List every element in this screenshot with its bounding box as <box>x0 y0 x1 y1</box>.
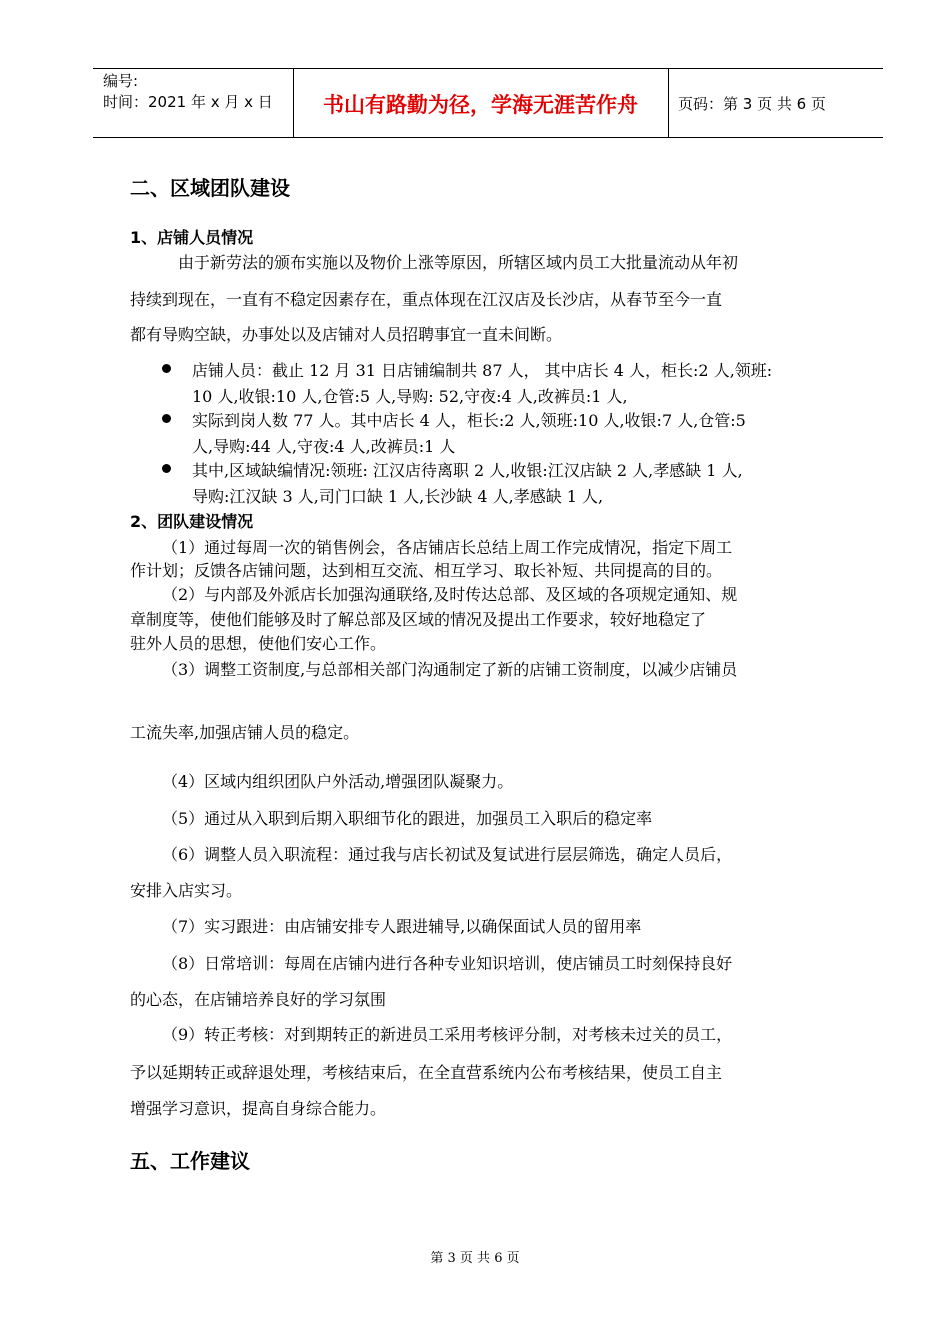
paragraph-line: 的心态，在店铺培养良好的学习氛围 <box>130 990 387 1009</box>
page-header <box>93 68 883 138</box>
bullet-line: 人,导购:44 人,守夜:4 人,改裤员:1 人 <box>192 437 456 456</box>
paragraph-line: 工流失率,加强店铺人员的稳定。 <box>130 723 360 742</box>
paragraph-line: 增强学习意识，提高自身综合能力。 <box>130 1099 387 1118</box>
bullet-line: 实际到岗人数 77 人。其中店长 4 人，柜长:2 人,领班:10 人,收银:7 人,仓管:5 <box>192 411 746 430</box>
bullet-dot <box>162 364 171 373</box>
subsection-title: 2、团队建设情况 <box>130 512 254 531</box>
bullet-dot <box>162 464 171 473</box>
paragraph-line: （4）区域内组织团队户外活动,增强团队凝聚力。 <box>162 772 514 791</box>
subsection-title: 1、店铺人员情况 <box>130 228 254 247</box>
paragraph-line: （9）转正考核：对到期转正的新进员工采用考核评分制，对考核未过关的员工， <box>162 1025 733 1044</box>
paragraph-line: 持续到现在，一直有不稳定因素存在，重点体现在江汉店及长沙店，从春节至今一直 <box>130 290 723 309</box>
section-title: 五、工作建议 <box>130 1149 250 1173</box>
paragraph-line: （7）实习跟进：由店铺安排专人跟进辅导,以确保面试人员的留用率 <box>162 917 642 936</box>
paragraph-line: 予以延期转正或辞退处理，考核结束后，在全直营系统内公布考核结果，使员工自主 <box>130 1063 723 1082</box>
paragraph-line: 安排入店实习。 <box>130 881 243 900</box>
paragraph-line: 都有导购空缺，办事处以及店铺对人员招聘事宜一直未间断。 <box>130 325 563 344</box>
paragraph-line: 由于新劳法的颁布实施以及物价上涨等原因，所辖区域内员工大批量流动从年初 <box>178 253 739 272</box>
doc-time-label: 时间：2021 年 x 月 x 日 <box>103 93 273 111</box>
paragraph-line: 作计划；反馈各店铺问题，达到相互交流、相互学习、取长补短、共同提高的目的。 <box>130 561 723 580</box>
paragraph-line: （8）日常培训：每周在店铺内进行各种专业知识培训，使店铺员工时刻保持良好 <box>162 954 733 973</box>
paragraph-line: （3）调整工资制度,与总部相关部门沟通制定了新的店铺工资制度，以减少店铺员 <box>162 660 738 679</box>
paragraph-line: （1）通过每周一次的销售例会，各店铺店长总结上周工作完成情况，指定下周工 <box>162 538 733 557</box>
bullet-line: 店铺人员：截止 12 月 31 日店铺编制共 87 人， 其中店长 4 人，柜长:2 人,领班: <box>192 361 773 380</box>
bullet-dot <box>162 414 171 423</box>
header-meta <box>103 71 273 113</box>
header-page-label: 页码：第 3 页 共 6 页 <box>678 95 826 113</box>
section-title: 二、区域团队建设 <box>130 176 290 200</box>
header-divider <box>668 69 669 137</box>
page-footer: 第 3 页 共 6 页 <box>430 1251 520 1266</box>
bullet-line: 10 人,收银:10 人,仓管:5 人,导购: 52,守夜:4 人,改裤员:1 人, <box>192 387 628 406</box>
doc-number-label: 编号: <box>103 72 139 90</box>
bullet-line: 导购:江汉缺 3 人,司门口缺 1 人,长沙缺 4 人,孝感缺 1 人, <box>192 487 604 506</box>
header-motto: 书山有路勤为径，学海无涯苦作舟 <box>323 93 638 117</box>
paragraph-line: （6）调整人员入职流程：通过我与店长初试及复试进行层层筛选，确定人员后， <box>162 845 733 864</box>
paragraph-line: （5）通过从入职到后期入职细节化的跟进，加强员工入职后的稳定率 <box>162 809 653 828</box>
bullet-line: 其中,区域缺编情况:领班: 江汉店待离职 2 人,收银:江汉店缺 2 人,孝感缺 1 人, <box>192 461 743 480</box>
paragraph-line: 章制度等，使他们能够及时了解总部及区域的情况及提出工作要求，较好地稳定了 <box>130 610 707 629</box>
paragraph-line: （2）与内部及外派店长加强沟通联络,及时传达总部、及区域的各项规定通知、规 <box>162 585 738 604</box>
paragraph-line: 驻外人员的思想，使他们安心工作。 <box>130 634 387 653</box>
